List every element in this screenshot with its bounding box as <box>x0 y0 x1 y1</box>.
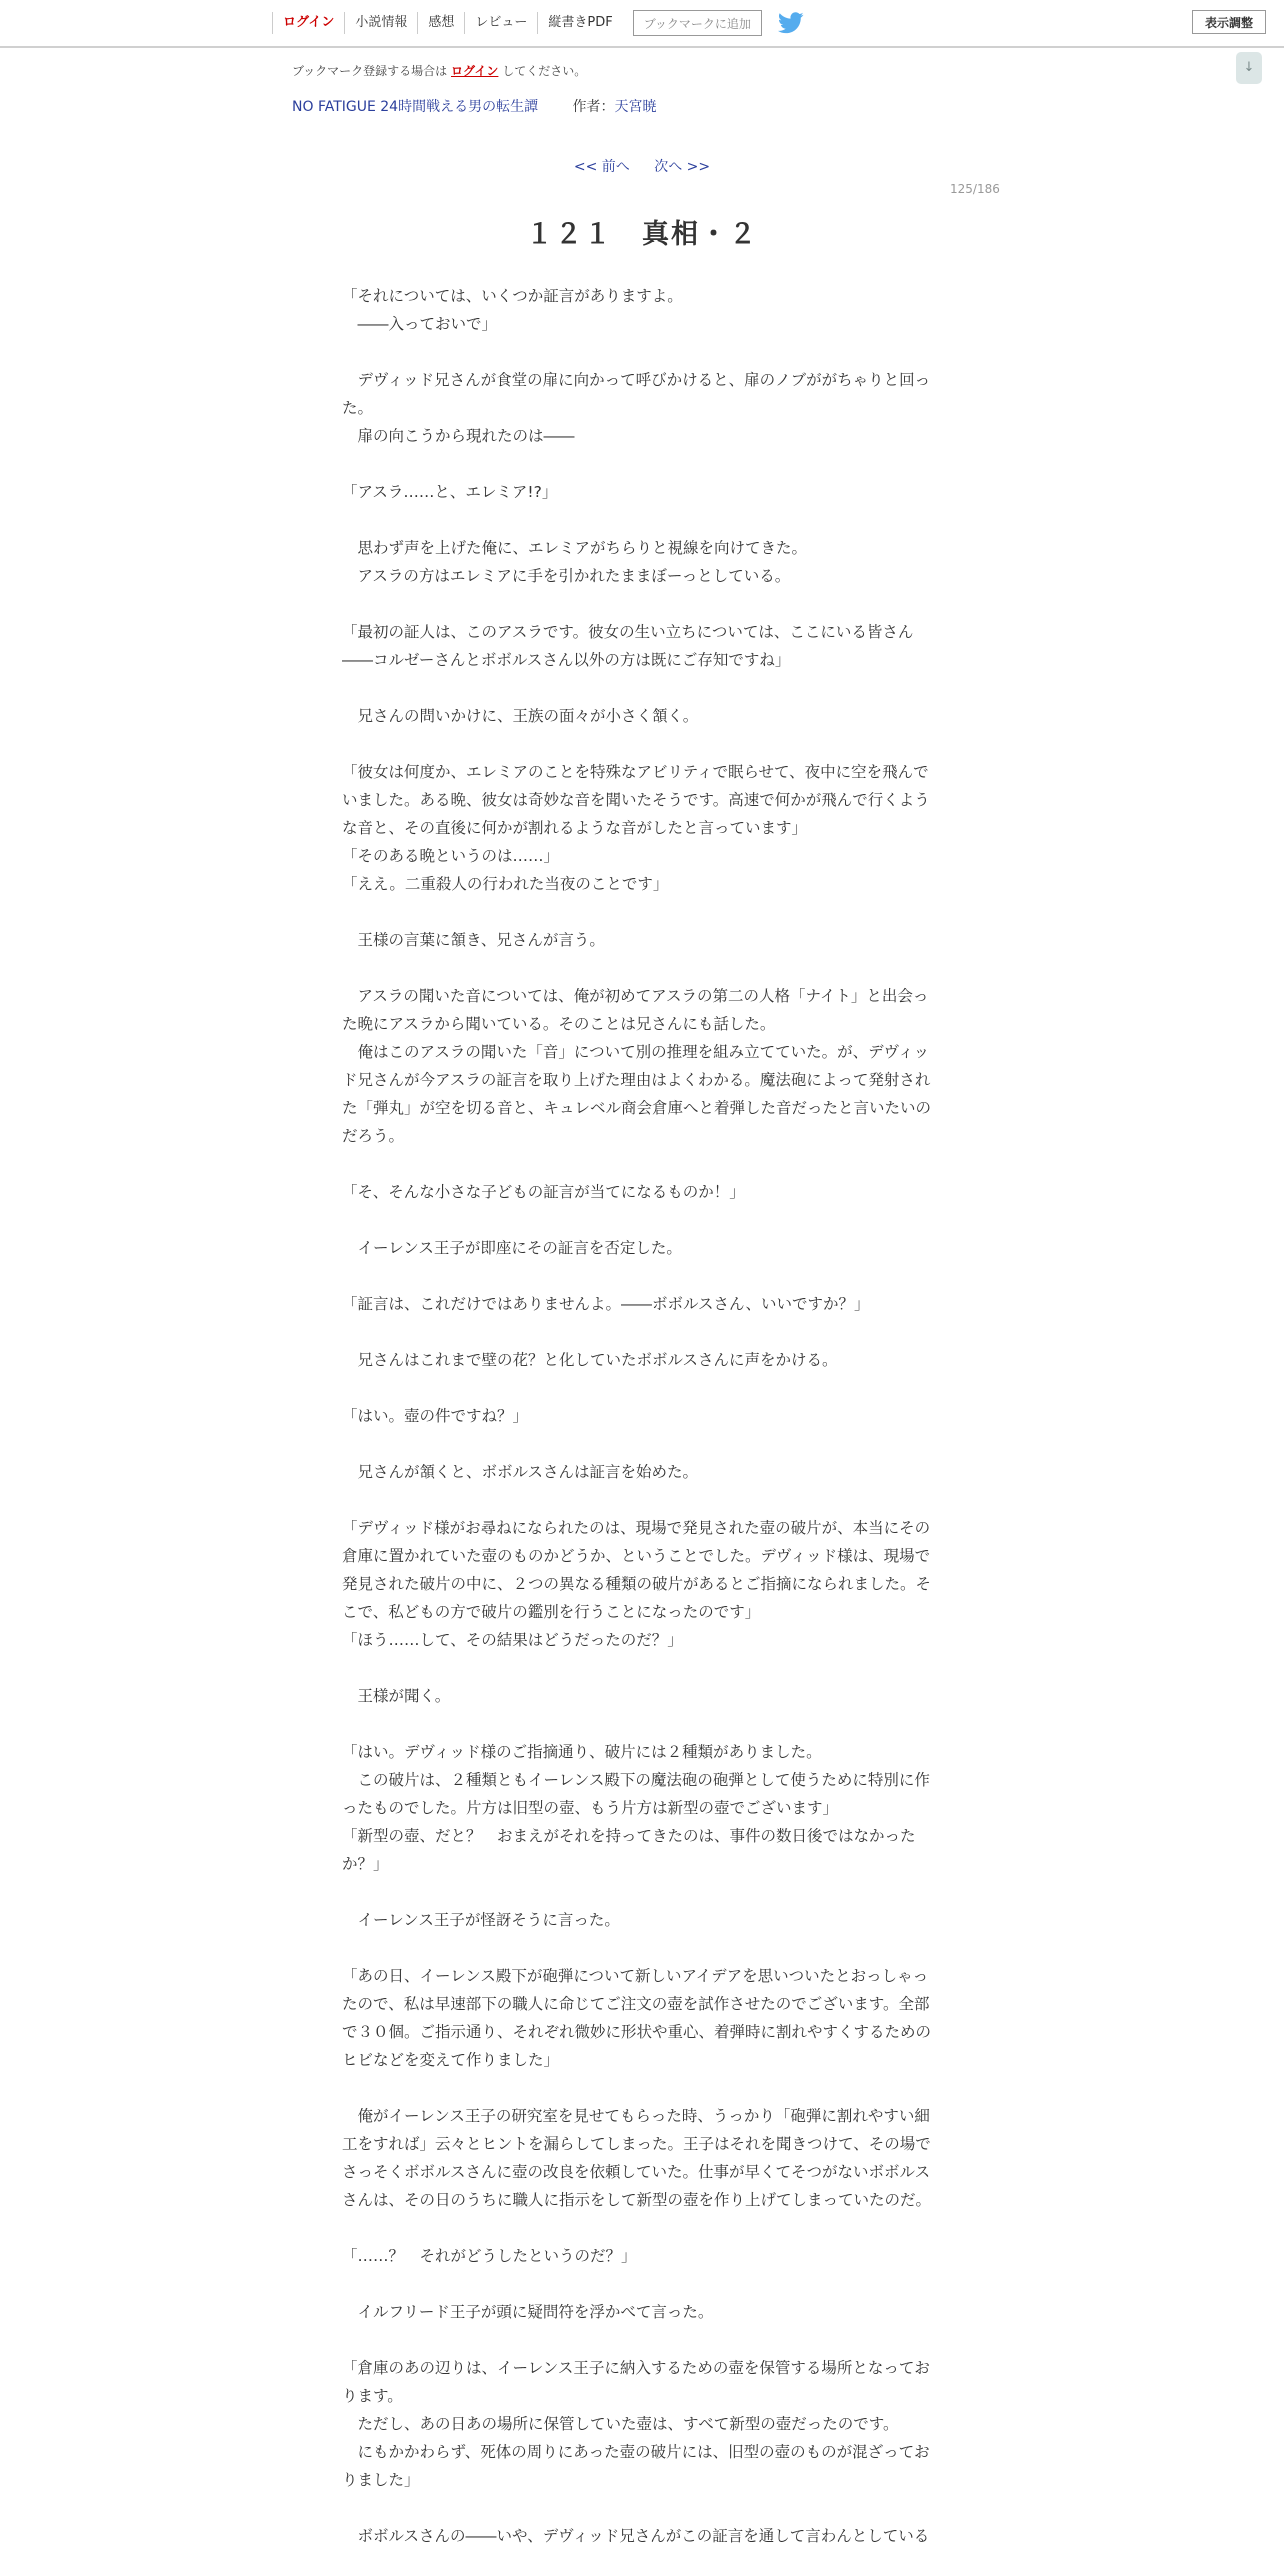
novel-paragraph: アスラの方はエレミアに手を引かれたままぼーっとしている。 <box>342 567 791 585</box>
novel-paragraph: ただし、あの日あの場所に保管していた壺は、すべて新型の壺だったのです。 <box>342 2415 899 2433</box>
novel-paragraph: 「彼女は何度か、エレミアのことを特殊なアビリティで眠らせて、夜中に空を飛んでいました。ある晩、彼女は奇妙な音を聞いたそうです。高速で何かが飛んで行くような音と、その直後に何かが割れるような音がしたと言っています」 <box>342 763 930 837</box>
main-nav <box>272 0 804 46</box>
novel-paragraph <box>342 674 942 702</box>
novel-paragraph: 「はい。壺の件ですね？」 <box>342 1407 529 1425</box>
novel-paragraph: イルフリード王子が頭に疑問符を浮かべて言った。 <box>342 2303 714 2321</box>
novel-paragraph: 「最初の証人は、このアスラです。彼女の生い立ちについては、ここにいる皆さん――コルゼーさんとボボルスさん以外の方は既にご存知ですね」 <box>342 623 914 669</box>
novel-paragraph: 「ほう……して、その結果はどうだったのだ？」 <box>342 1631 683 1649</box>
author-label: 作者： <box>572 99 615 115</box>
twitter-bird-icon[interactable] <box>778 12 804 34</box>
novel-paragraph: 「証言は、これだけではありませんよ。――ボボルスさん、いいですか？」 <box>342 1295 870 1313</box>
novel-paragraph: ボボルスさんの――いや、デヴィッド兄さんがこの証言を通して言わんとしている <box>342 2527 930 2545</box>
novel-paragraph: にもかかわらず、死体の周りにあった壺の破片には、旧型の壺のものが混ざっておりました」 <box>342 2443 930 2489</box>
notice-suffix: してください。 <box>502 64 587 78</box>
novel-paragraph <box>342 1206 942 1234</box>
series-header <box>292 96 657 116</box>
nav-novel-info-link[interactable]: 小説情報 <box>344 12 417 34</box>
novel-paragraph <box>342 1150 942 1178</box>
novel-paragraph <box>342 1710 942 1738</box>
nav-vertical-pdf-link[interactable]: 縦書きPDF <box>537 12 622 34</box>
bookmark-login-notice <box>292 62 586 79</box>
novel-paragraph <box>342 450 942 478</box>
novel-paragraph <box>342 2214 942 2242</box>
novel-paragraph: 思わず声を上げた俺に、エレミアがちらりと視線を向けてきた。 <box>342 539 808 557</box>
display-adjust-button[interactable]: 表示調整 <box>1192 10 1266 34</box>
novel-paragraph: 「……？ それがどうしたというのだ？」 <box>342 2247 637 2265</box>
novel-paragraph: 王様の言葉に頷き、兄さんが言う。 <box>342 931 605 949</box>
novel-paragraph: イーレンス王子が即座にその証言を否定した。 <box>342 1239 682 1257</box>
next-chapter-link[interactable]: 次へ >> <box>654 159 711 175</box>
novel-paragraph: 「デヴィッド様がお尋ねになられたのは、現場で発見された壺の破片が、本当にその倉庫に置かれていた壺のものかどうか、ということでした。デヴィッド様は、現場で発見された破片の中に、２つの異なる種類の破片があるとご指摘になられました。そこで、私どもの方で破片の鑑別を行うことになったのです」 <box>342 1519 932 1621</box>
novel-paragraph: デヴィッド兄さんが食堂の扉に向かって呼びかけると、扉のノブががちゃりと回った。 <box>342 371 931 417</box>
notice-login-link[interactable]: ログイン <box>451 64 499 78</box>
novel-paragraph: 俺はこのアスラの聞いた「音」について別の推理を組み立てていた。が、デヴィッド兄さんが今アスラの証言を取り上げた理由はよくわかる。魔法砲によって発射された「弾丸」が空を切る音と、キュレベル商会倉庫へと着弾した音だったと言いたいのだろう。 <box>342 1043 932 1145</box>
novel-paragraph <box>342 1262 942 1290</box>
chapter-title: １２１ 真相・２ <box>526 219 758 250</box>
novel-paragraph: 「あの日、イーレンス殿下が砲弾について新しいアイデアを思いついたとおっしゃったので、私は早速部下の職人に命じてご注文の壺を試作させたのでございます。全部で３０個。ご指示通り、それぞれ微妙に形状や重心、着弾時に割れやすくするためのヒビなどを変えて作りました」 <box>342 1967 932 2069</box>
novel-paragraph <box>342 1486 942 1514</box>
novel-paragraph: イーレンス王子が怪訝そうに言った。 <box>342 1911 620 1929</box>
nav-impressions-link[interactable]: 感想 <box>417 12 464 34</box>
novel-paragraph: 「それについては、いくつか証言がありますよ。 <box>342 287 683 305</box>
novel-paragraph <box>342 1654 942 1682</box>
novel-paragraph <box>342 1934 942 1962</box>
novel-paragraph <box>342 1374 942 1402</box>
top-navigation-bar <box>0 0 1284 48</box>
author-link[interactable]: 天宮暁 <box>614 99 657 115</box>
novel-paragraph: この破片は、２種類ともイーレンス殿下の魔法砲の砲弾として使うために特別に作ったものでした。片方は旧型の壺、もう片方は新型の壺でございます」 <box>342 1771 930 1817</box>
novel-paragraph <box>342 2326 942 2354</box>
novel-paragraph <box>342 1318 942 1346</box>
novel-paragraph: 「アスラ……と、エレミア!?」 <box>342 483 558 501</box>
novel-paragraph <box>342 1878 942 1906</box>
novel-paragraph <box>342 1430 942 1458</box>
bookmark-add-button[interactable]: ブックマークに追加 <box>633 10 762 36</box>
series-title-link[interactable]: NO FATIGUE 24時間戦える男の転生譚 <box>292 99 539 115</box>
novel-paragraph <box>342 506 942 534</box>
novel-paragraph: 俺がイーレンス王子の研究室を見せてもらった時、うっかり「砲弾に割れやすい細工をすれば」云々とヒントを漏らしてしまった。王子はそれを聞きつけて、その場でさっそくボボルスさんに壺の改良を依頼していた。仕事が早くてそつがないボボルスさんは、その日のうちに職人に指示をして新型の壺を作り上げてしまっていたのだ。 <box>342 2107 932 2209</box>
nav-login-link[interactable]: ログイン <box>272 12 344 34</box>
novel-paragraph: ――入っておいで」 <box>342 315 498 333</box>
novel-paragraph <box>342 2270 942 2298</box>
novel-paragraph: 兄さんが頷くと、ボボルスさんは証言を始めた。 <box>342 1463 699 1481</box>
novel-paragraph: 兄さんはこれまで壁の花？と化していたボボルスさんに声をかける。 <box>342 1351 838 1369</box>
novel-paragraph: 兄さんの問いかけに、王族の面々が小さく頷く。 <box>342 707 699 725</box>
novel-paragraph: 「倉庫のあの辺りは、イーレンス王子に納入するための壺を保管する場所となっております。 <box>342 2359 930 2405</box>
novel-paragraph <box>342 898 942 926</box>
novel-paragraph <box>342 2494 942 2522</box>
prev-chapter-link[interactable]: << 前へ <box>573 159 630 175</box>
novel-paragraph: 王様が聞く。 <box>342 1687 451 1705</box>
notice-prefix: ブックマーク登録する場合は <box>292 64 448 78</box>
nav-review-link[interactable]: レビュー <box>464 12 537 34</box>
novel-paragraph: アスラの聞いた音については、俺が初めてアスラの第二の人格「ナイト」と出会った晩にアスラから聞いている。そのことは兄さんにも話した。 <box>342 987 929 1033</box>
novel-paragraph <box>342 2074 942 2102</box>
novel-paragraph <box>342 954 942 982</box>
novel-paragraph: 「ええ。二重殺人の行われた当夜のことです」 <box>342 875 669 893</box>
novel-paragraph <box>342 590 942 618</box>
chapter-count: 125/186 <box>950 182 1000 196</box>
novel-paragraph: 「新型の壺、だと？ おまえがそれを持ってきたのは、事件の数日後ではなかったか？」 <box>342 1827 916 1873</box>
novel-paragraph: 「はい。デヴィッド様のご指摘通り、破片には２種類がありました。 <box>342 1743 822 1761</box>
novel-paragraph <box>342 730 942 758</box>
novel-paragraph: 「そのある晩というのは……」 <box>342 847 560 865</box>
scroll-down-button[interactable]: ↓ <box>1236 52 1262 84</box>
chapter-pager <box>0 156 1284 176</box>
novel-body <box>342 282 942 2550</box>
novel-paragraph: 「そ、そんな小さな子どもの証言が当てになるものか！」 <box>342 1183 745 1201</box>
novel-paragraph: 扉の向こうから現れたのは―― <box>342 427 575 445</box>
novel-paragraph <box>342 338 942 366</box>
